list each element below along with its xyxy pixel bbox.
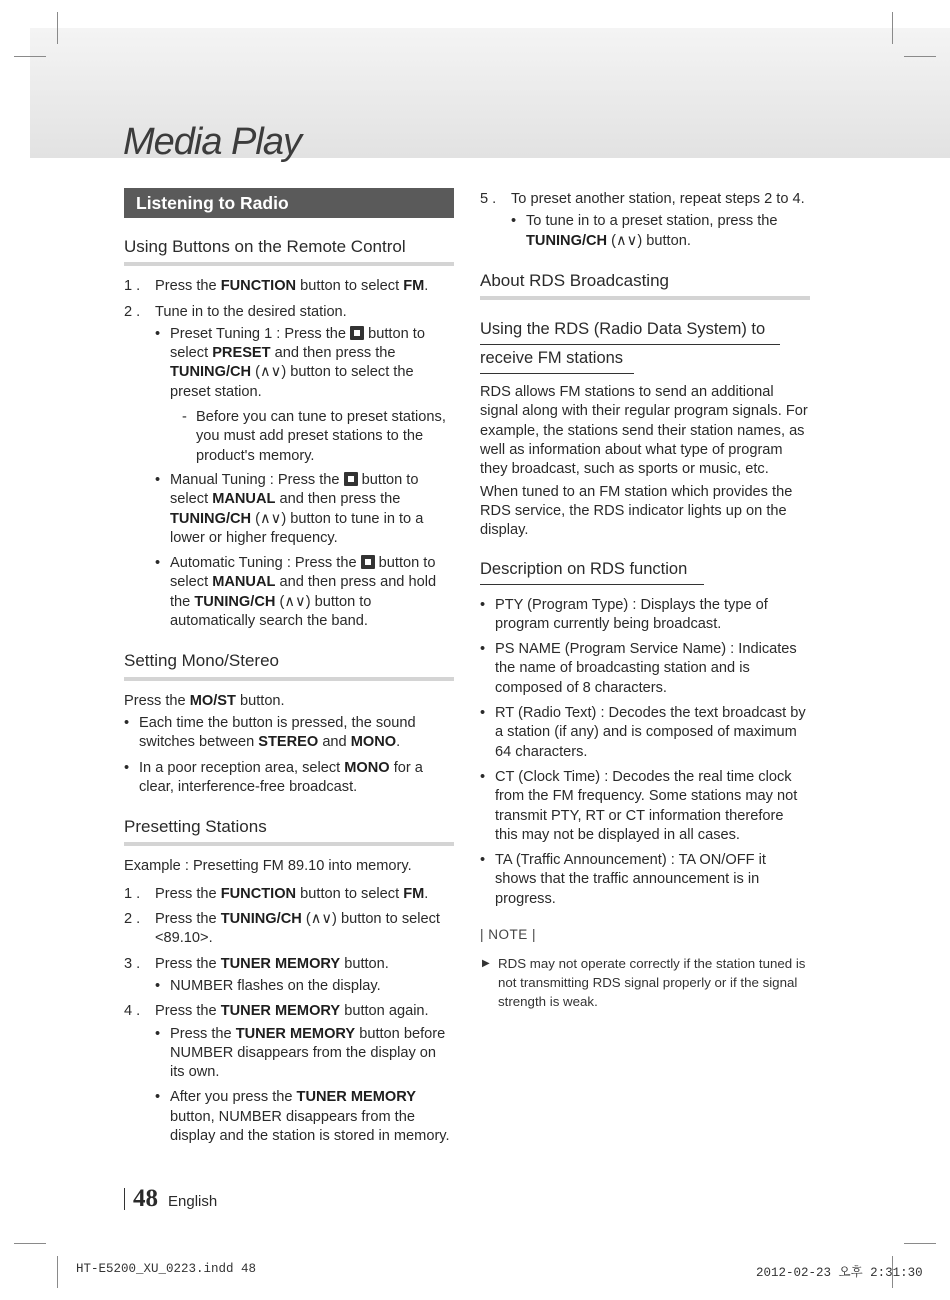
preset-step-1-text: Press the FUNCTION button to select FM. — [155, 885, 429, 902]
bold-term: TUNING/CH — [170, 364, 252, 381]
preset-step-1 — [124, 885, 454, 904]
bullet-icon: • — [155, 555, 161, 572]
heading-remote-control: Using Buttons on the Remote Control — [124, 237, 454, 266]
bold-term: MANUAL — [212, 574, 276, 591]
heading-presetting: Presetting Stations — [124, 817, 454, 846]
preset-step-3 — [124, 955, 454, 997]
bold-term: TUNING/CH — [220, 911, 302, 928]
rds-paragraph-1: RDS allows FM stations to send an additional signal along with their regular program signals. For example, the stations send their station names, as well as information about what type of program they broadcast, such as sports or music, etc. — [480, 384, 808, 478]
list-item-manual-tuning — [155, 471, 454, 548]
crop-mark — [904, 56, 936, 57]
slug-date: 2012-02-23 오후 2:31:30 — [756, 1266, 923, 1280]
bullet-icon: • — [511, 213, 517, 230]
step3-bullet-text: NUMBER flashes on the display. — [170, 977, 381, 994]
bold-term: FM — [403, 278, 425, 295]
button-square-icon — [361, 555, 375, 569]
list-item-preset-note — [182, 408, 454, 466]
auto-tuning-text: Automatic Tuning : Press the button to select MANUAL and then press and hold the TUNING/CH (∧∨) button to automatically search the band. — [170, 555, 437, 630]
crop-mark — [904, 1243, 936, 1244]
button-square-icon — [344, 472, 358, 486]
page-title: Media Play — [123, 121, 301, 163]
dash-icon: - — [182, 409, 187, 426]
list-item-ta — [480, 851, 810, 909]
footer-divider — [124, 1188, 125, 1210]
step-number: 1 . — [124, 885, 141, 902]
preset-tuning-text: Preset Tuning 1 : Press the button to select PRESET and then press the TUNING/CH (∧∨) button to select the preset station. — [170, 325, 425, 400]
mono-bullet-1-text: Each time the button is pressed, the sound switches between STEREO and MONO. — [139, 714, 416, 751]
rds-paragraph-2: When tuned to an FM station which provides the RDS service, the RDS indicator lights up on the display. — [480, 483, 793, 539]
remote-step-1 — [124, 277, 454, 296]
remote-step-1-text: Press the FUNCTION button to select FM. — [155, 278, 429, 295]
ct-text: CT (Clock Time) : Decodes the real time clock from the FM frequency. Some stations may not transmit PTY, RT or CT information therefore this may not be displayed in all cases. — [495, 768, 798, 843]
bold-term: FUNCTION — [220, 885, 297, 902]
bold-term: TUNER MEMORY — [296, 1089, 416, 1106]
bullet-icon: • — [155, 977, 161, 994]
bold-term: TUNER MEMORY — [235, 1025, 356, 1042]
bold-term: TUNER MEMORY — [220, 1003, 341, 1020]
heading-rds: About RDS Broadcasting — [480, 271, 810, 300]
heading-rds-using-1: Using the RDS (Radio Data System) to — [480, 316, 780, 345]
note-label: | NOTE | — [480, 927, 537, 943]
list-item-step4-2 — [155, 1088, 454, 1146]
heading-mono-stereo: Setting Mono/Stereo — [124, 651, 454, 680]
bold-term: FUNCTION — [220, 278, 297, 295]
bullet-icon: • — [480, 852, 486, 869]
bold-term: MO/ST — [189, 692, 236, 709]
bullet-icon: • — [480, 768, 486, 785]
remote-step-2 — [124, 303, 454, 632]
list-item-pty — [480, 596, 810, 635]
step-number: 2 . — [124, 911, 141, 928]
preset-note-text: Before you can tune to preset stations, you must add preset stations to the product's memory. — [196, 409, 446, 464]
step4-bullet-1-text: Press the TUNER MEMORY button before NUMBER disappears from the display on its own. — [170, 1025, 446, 1081]
mono-bullet-2-text: In a poor reception area, select MONO for a clear, interference-free broadcast. — [139, 759, 423, 795]
manual-tuning-text: Manual Tuning : Press the button to select MANUAL and then press the TUNING/CH (∧∨) button to tune in to a lower or higher frequency. — [170, 471, 424, 546]
list-item-step4-1 — [155, 1025, 454, 1083]
crop-mark — [14, 56, 46, 57]
step-number: 4 . — [124, 1003, 141, 1020]
bold-term: TUNER MEMORY — [220, 955, 341, 972]
page-footer — [124, 1185, 217, 1213]
bold-term: MANUAL — [212, 491, 276, 508]
bullet-icon: • — [124, 714, 130, 731]
bold-term: TUNING/CH — [526, 232, 608, 249]
slug-file: HT-E5200_XU_0223.indd 48 — [76, 1262, 257, 1276]
note-arrow-icon: ▶ — [482, 958, 490, 970]
bullet-icon: • — [155, 471, 161, 488]
list-item-rt — [480, 704, 810, 762]
page-language: English — [168, 1193, 218, 1210]
bold-term: FM — [403, 885, 425, 902]
crop-mark — [892, 12, 893, 44]
note-item — [480, 954, 810, 1011]
bullet-icon: • — [480, 641, 486, 658]
bold-term: STEREO — [258, 734, 319, 751]
list-item-step3 — [155, 977, 454, 996]
list-item-preset-tuning — [155, 325, 454, 402]
bullet-icon: • — [124, 759, 130, 776]
pty-text: PTY (Program Type) : Displays the type of program currently being broadcast. — [495, 596, 768, 632]
mono-intro: Press the MO/ST button. — [124, 692, 285, 709]
list-item-step5 — [511, 212, 810, 251]
note-text: RDS may not operate correctly if the station tuned is not transmitting RDS signal properly or if the signal strength is weak. — [498, 956, 806, 1010]
step-number: 3 . — [124, 955, 141, 972]
bullet-icon: • — [155, 325, 161, 342]
step-number: 5 . — [480, 191, 497, 207]
ps-name-text: PS NAME (Program Service Name) : Indicates the name of broadcasting station and is composed of 8 characters. — [495, 641, 797, 696]
list-item-ps-name — [480, 640, 810, 698]
preset-example: Example : Presetting FM 89.10 into memory. — [124, 858, 412, 875]
button-square-icon — [350, 326, 364, 340]
preset-step-2 — [124, 910, 454, 949]
rds-subheading — [480, 316, 810, 374]
page-number: 48 — [133, 1185, 158, 1212]
bullet-icon: • — [155, 1089, 161, 1106]
bold-term: MONO — [350, 734, 397, 751]
bullet-icon: • — [480, 596, 486, 613]
list-item-mono-2 — [124, 759, 454, 798]
preset-step-5 — [480, 190, 810, 251]
ta-text: TA (Traffic Announcement) : TA ON/OFF it shows that the traffic announcement is in progress. — [495, 852, 766, 907]
list-item-mono-1 — [124, 714, 454, 753]
rt-text: RT (Radio Text) : Decodes the text broadcast by a station (if any) and is composed of maximum 64 characters. — [495, 705, 806, 760]
bullet-icon: • — [480, 705, 486, 722]
crop-mark — [57, 12, 58, 44]
bold-term: TUNING/CH — [194, 593, 276, 610]
list-item-ct — [480, 768, 810, 845]
crop-mark — [14, 1243, 46, 1244]
list-item-auto-tuning — [155, 554, 454, 631]
preset-step-2-text: Press the TUNING/CH (∧∨) button to select <89.10>. — [155, 911, 440, 947]
bold-term: PRESET — [212, 345, 271, 362]
heading-rds-description: Description on RDS function — [480, 556, 704, 585]
heading-rds-using-2: receive FM stations — [480, 345, 634, 374]
bullet-icon: • — [155, 1025, 161, 1042]
step5-bullet-text: To tune in to a preset station, press the TUNING/CH (∧∨) button. — [526, 213, 778, 249]
step-number: 1 . — [124, 278, 141, 295]
preset-step-3-text: Press the TUNER MEMORY button. — [155, 955, 389, 972]
right-column — [480, 190, 810, 1011]
remote-step-2-text: Tune in to the desired station. — [155, 303, 347, 320]
bold-term: MONO — [344, 759, 390, 776]
left-column — [124, 188, 454, 1152]
step-number: 2 . — [124, 303, 141, 320]
preset-step-4-text: Press the TUNER MEMORY button again. — [155, 1003, 429, 1020]
bold-term: TUNING/CH — [170, 510, 252, 527]
crop-mark — [57, 1256, 58, 1288]
section-banner: Listening to Radio — [124, 188, 454, 218]
step4-bullet-2-text: After you press the TUNER MEMORY button, NUMBER disappears from the display and the station is stored in memory. — [170, 1089, 450, 1144]
preset-step-4 — [124, 1002, 454, 1146]
preset-step-5-text: To preset another station, repeat steps 2 to 4. — [511, 191, 805, 207]
